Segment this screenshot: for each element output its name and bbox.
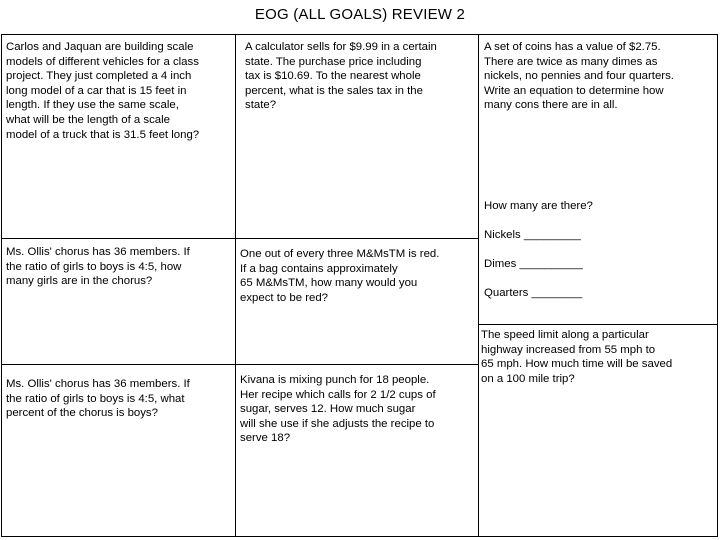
nickels-answer-line: Nickels _________ (484, 229, 581, 241)
problem-coins-equation: A set of coins has a value of $2.75. There are twice as many dimes as nickels, no pennies and four quarters. Write an equation to determine how many cons there are in all. (484, 41, 674, 112)
page-title: EOG (ALL GOALS) REVIEW 2 (254, 6, 466, 23)
grid-column-divider-2 (478, 34, 479, 537)
dimes-answer-line: Dimes __________ (484, 258, 583, 270)
problem-mms-red: One out of every three M&MsTM is red. If a bag contains approximately 65 M&MsTM, how many would you expect to be red? (240, 248, 440, 304)
problem-chorus-girls: Ms. Ollis' chorus has 36 members. If the ratio of girls to boys is 4:5, how many girls are in the chorus? (6, 246, 190, 288)
problem-chorus-boys: Ms. Ollis' chorus has 36 members. If the ratio of girls to boys is 4:5, what percent of the chorus is boys? (6, 378, 190, 420)
grid-column-divider-1 (235, 34, 236, 537)
problem-punch-recipe: Kivana is mixing punch for 18 people. Her recipe which calls for 2 1/2 cups of sugar, serves 12. How much sugar will she use if she adjusts the recipe to serve 18? (240, 374, 436, 445)
grid-right-border (717, 34, 718, 537)
problem-carlos-scale-model: Carlos and Jaquan are building scale models of different vehicles for a class project. They just completed a 4 inch long model of a car that is 15 feet in length. If they use the same scale, what will be the length of a scale model of a truck that is 31.5 feet long? (6, 41, 200, 141)
grid-left-border (1, 34, 2, 537)
grid-divider-row-1 (1, 238, 478, 239)
grid-top-border (1, 34, 718, 35)
problem-calculator-sales-tax: A calculator sells for $9.99 in a certain state. The purchase price including tax is $10.69. To the nearest whole percent, what is the sales tax in the state? (245, 41, 437, 112)
problem-speed-limit: The speed limit along a particular highway increased from 55 mph to 65 mph. How much time will be saved on a 100 mile trip? (481, 329, 673, 385)
grid-divider-row-1-right (478, 324, 718, 325)
quarters-answer-line: Quarters ________ (484, 287, 583, 299)
coins-question: How many are there? (484, 200, 593, 212)
grid-bottom-border (1, 536, 718, 537)
grid-divider-row-2 (1, 364, 478, 365)
